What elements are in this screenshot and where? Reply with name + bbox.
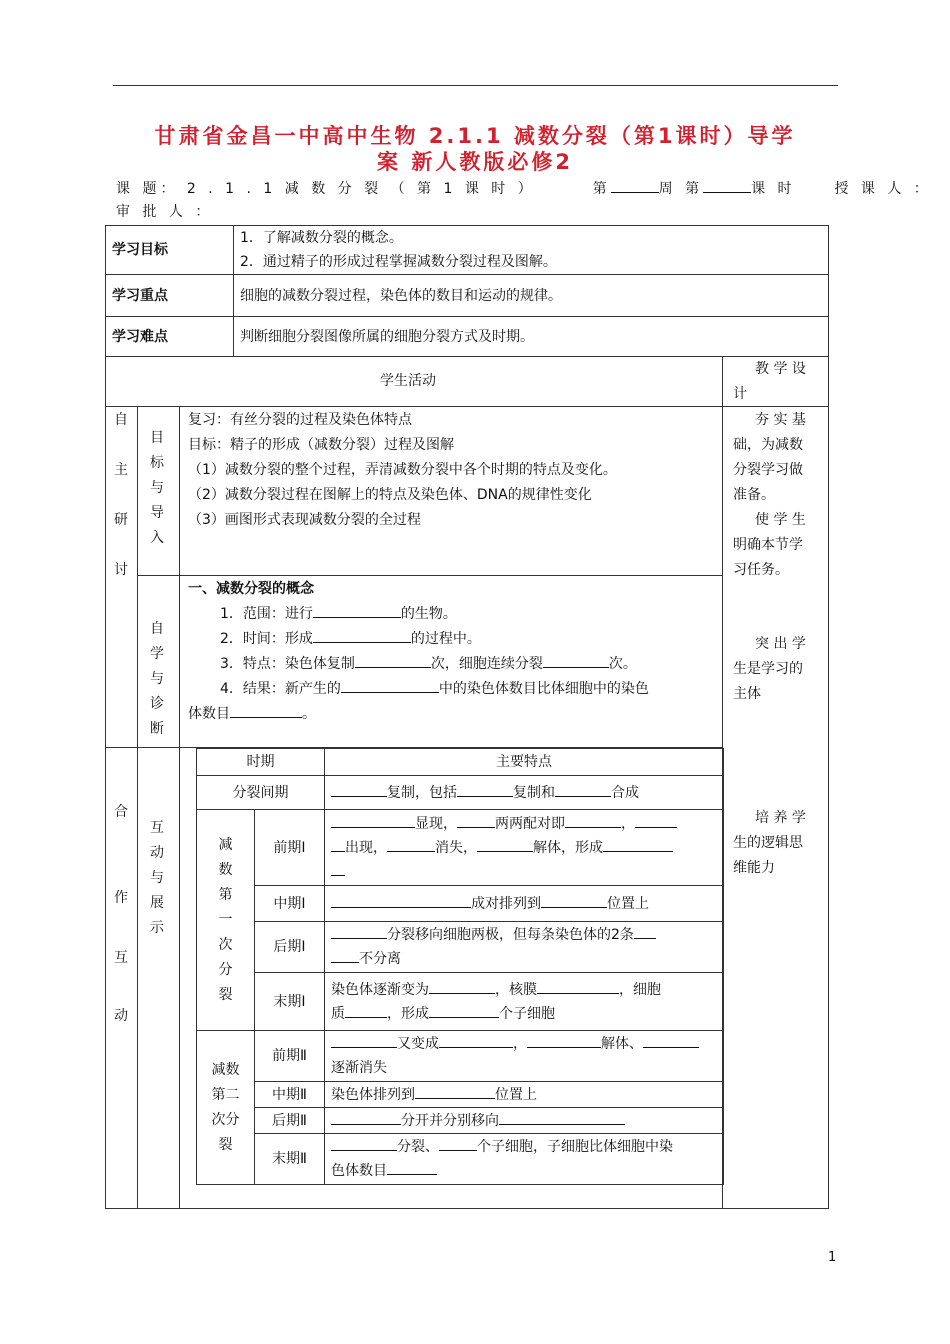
m2-char: 裂	[218, 1136, 233, 1153]
goal-1: 1．了解减数分裂的概念。	[240, 230, 403, 246]
design-note-line: 础，为减数	[733, 437, 803, 453]
cell-text: ，	[513, 1036, 527, 1052]
self-study-outer-4: 讨	[114, 562, 128, 578]
th-feature: 主要特点	[325, 749, 724, 776]
cell-text: 逐渐消失	[331, 1060, 387, 1076]
meiosis-table	[196, 748, 724, 1185]
self-study-outer-2: 主	[114, 462, 128, 478]
concept-title: 一、减数分裂的概念	[188, 581, 314, 597]
cell-text: 染色体逐渐变为	[331, 981, 429, 998]
self-study-label-3: 与	[150, 671, 164, 687]
design-note-line: 维能力	[733, 860, 775, 876]
intro-content	[188, 408, 617, 533]
top-rule	[113, 85, 838, 86]
design-note-line: 准备。	[733, 487, 775, 503]
design-note-line: 生是学习的	[733, 661, 803, 677]
difficulty-text: 判断细胞分裂图像所属的细胞分裂方式及时期。	[234, 317, 829, 357]
intro-line: 目标：精子的形成（减数分裂）过程及图解	[188, 437, 454, 453]
cell-text: 复制和	[513, 784, 555, 801]
cell-text: 分裂、	[397, 1139, 439, 1155]
teacher-label: 授 课 人 ：	[834, 181, 932, 197]
prophase-2-feature	[325, 1031, 724, 1082]
student-activity-header: 学生活动	[380, 373, 436, 389]
cell-text: 两两配对即	[495, 815, 565, 832]
meiosis-1-label	[197, 810, 255, 1031]
goal-intro-label-2: 标	[150, 455, 164, 471]
cell-text: 显现，	[415, 815, 457, 832]
design-note-line: 分裂学习做	[733, 462, 803, 478]
label-key: 学习重点	[106, 275, 234, 317]
telophase-2: 末期Ⅱ	[255, 1134, 325, 1185]
doc-title-line1: 甘肃省金昌一中高中生物 2.1.1 减数分裂（第1课时）导学	[154, 124, 796, 148]
interaction-label-1: 互	[150, 820, 164, 836]
meiosis-2-label	[197, 1031, 255, 1185]
self-study-label-5: 断	[150, 721, 164, 737]
cooperation-outer-3: 互	[114, 950, 128, 966]
goal-2: 2．通过精子的形成过程掌握减数分裂过程及图解。	[240, 254, 557, 270]
design-note-line: 习任务。	[733, 562, 789, 578]
metaphase-1: 中期Ⅰ	[255, 886, 325, 922]
self-study-label-1: 自	[150, 621, 164, 637]
m1-char: 次	[218, 936, 233, 953]
goal-intro-label-1: 目	[150, 430, 164, 446]
m1-char: 第	[218, 886, 233, 903]
concept-3-tail: 次。	[608, 656, 637, 672]
prophase-1: 前期Ⅰ	[255, 810, 325, 886]
telophase-1: 末期Ⅰ	[255, 973, 325, 1031]
interphase-feature	[325, 776, 724, 810]
metaphase-2-feature	[325, 1082, 724, 1108]
approver-label: 审 批 人 ：	[116, 204, 214, 220]
key-text: 细胞的减数分裂过程，染色体的数目和运动的规律。	[234, 275, 829, 317]
teaching-design-header-1: 教 学 设	[755, 361, 806, 377]
self-study-label-2: 学	[150, 646, 164, 662]
cell-text: 质	[331, 1005, 345, 1022]
cell-text: 位置上	[495, 1086, 537, 1103]
concept-4-mid: 中的染色体数目比体细胞中的染色	[438, 681, 649, 697]
intro-line: 复习：有丝分裂的过程及染色体特点	[188, 412, 412, 428]
prophase-2: 前期Ⅱ	[255, 1031, 325, 1082]
design-note-c	[733, 806, 806, 881]
objectives-table	[105, 225, 829, 357]
m1-char: 分	[218, 961, 233, 978]
interaction-label-4: 展	[150, 895, 164, 911]
design-note-a	[733, 408, 806, 583]
intro-line: （3）画图形式表现减数分裂的全过程	[188, 512, 421, 528]
m2-char: 第二	[211, 1086, 240, 1103]
cell-text: 色体数目	[331, 1163, 387, 1179]
course-prefix: 课 题： 2 . 1 . 1 减 数 分 裂 （ 第 1 课 时 ）	[116, 181, 536, 197]
self-study-label-4: 诊	[150, 696, 164, 712]
telophase-1-feature	[325, 973, 724, 1031]
interaction-label-3: 与	[150, 870, 164, 886]
telophase-2-feature	[325, 1134, 724, 1185]
cell-text: 复制，包括	[387, 784, 457, 801]
metaphase-1-feature	[325, 886, 724, 922]
design-note-line: 使 学 生	[755, 512, 806, 528]
m1-char: 减	[218, 836, 233, 853]
cell-text: 不分离	[359, 951, 401, 967]
goal-intro-label-5: 入	[150, 530, 164, 546]
concept-content	[188, 577, 718, 727]
concept-3-text: 3．特点：染色体复制	[220, 656, 355, 672]
m1-char: 裂	[218, 986, 233, 1003]
self-study-outer-1: 自	[114, 412, 128, 428]
cooperation-outer-1: 合	[114, 804, 128, 820]
anaphase-2-feature	[325, 1108, 724, 1134]
cell-text: 位置上	[607, 895, 649, 912]
cell-text: ，核膜	[495, 981, 537, 998]
concept-4-cont: 体数目	[188, 706, 230, 722]
cell-text: 个子细胞，子细胞比体细胞中染	[477, 1139, 673, 1155]
course-line	[116, 178, 932, 199]
intro-line: （1）减数分裂的整个过程，弄清减数分裂中各个时期的特点及变化。	[188, 462, 617, 478]
self-study-outer-3: 研	[114, 512, 128, 528]
concept-4-tail: 。	[302, 706, 316, 722]
cell-text: 解体，形成	[533, 839, 603, 856]
cell-text: 分裂移向细胞两极，但每条染色体的2条	[387, 927, 634, 943]
design-note-line: 生的逻辑思	[733, 835, 803, 851]
cell-text: 分开并分别移向	[401, 1112, 499, 1129]
concept-2-text: 2．时间：形成	[220, 631, 313, 647]
goal-intro-label-4: 导	[150, 505, 164, 521]
m1-char: 一	[218, 911, 233, 928]
page-number: 1	[828, 1250, 837, 1265]
design-note-line: 主体	[733, 686, 761, 702]
cell-text: 消失，	[435, 839, 477, 856]
th-period: 时期	[197, 749, 325, 776]
interaction-label-5: 示	[150, 920, 164, 936]
interphase-label: 分裂间期	[197, 776, 325, 810]
cell-text: 解体、	[601, 1036, 643, 1052]
week-prefix: 第	[592, 181, 611, 197]
label-goal: 学习目标	[106, 226, 234, 275]
concept-1-tail: 的生物。	[400, 606, 457, 622]
cell-text: 合成	[611, 784, 639, 801]
week-suffix: 课 时	[751, 181, 796, 197]
cell-text: 又变成	[397, 1036, 439, 1052]
cell-text: 出现，	[345, 839, 387, 856]
cooperation-outer-2: 作	[114, 890, 128, 906]
m2-char: 次分	[211, 1111, 240, 1128]
prophase-1-feature	[325, 810, 724, 886]
teaching-design-header-2: 计	[733, 386, 747, 402]
goal-intro-label-3: 与	[150, 480, 164, 496]
design-note-b	[733, 632, 806, 707]
cell-text: 成对排列到	[471, 895, 541, 912]
concept-4-text: 4．结果：新产生的	[220, 681, 341, 697]
design-note-line: 突 出 学	[755, 636, 806, 652]
anaphase-2: 后期Ⅱ	[255, 1108, 325, 1134]
metaphase-2: 中期Ⅱ	[255, 1082, 325, 1108]
cell-text: 个子细胞	[499, 1005, 555, 1022]
doc-title-line2: 案 新人教版必修2	[377, 150, 573, 174]
label-difficulty: 学习难点	[106, 317, 234, 357]
cell-text: ，形成	[387, 1005, 429, 1022]
intro-line: （2）减数分裂过程在图解上的特点及染色体、DNA的规律性变化	[188, 487, 592, 503]
concept-1-text: 1．范围：进行	[220, 606, 313, 622]
interaction-label-2: 动	[150, 845, 164, 861]
week-mid: 周 第	[658, 181, 704, 197]
anaphase-1: 后期Ⅰ	[255, 922, 325, 973]
m1-char: 数	[218, 861, 233, 878]
concept-2-tail: 的过程中。	[410, 631, 481, 647]
design-note-line: 明确本节学	[733, 537, 803, 553]
cell-text: ，	[621, 815, 635, 832]
design-note-line: 夯 实 基	[755, 412, 806, 428]
anaphase-1-feature	[325, 922, 724, 973]
m2-char: 减数	[211, 1061, 240, 1078]
concept-3-mid: 次，细胞连续分裂	[430, 656, 543, 672]
cell-text: 染色体排列到	[331, 1086, 415, 1103]
cooperation-outer-4: 动	[114, 1008, 128, 1024]
design-note-line: 培 养 学	[755, 810, 806, 826]
cell-text: ，细胞	[619, 981, 661, 998]
